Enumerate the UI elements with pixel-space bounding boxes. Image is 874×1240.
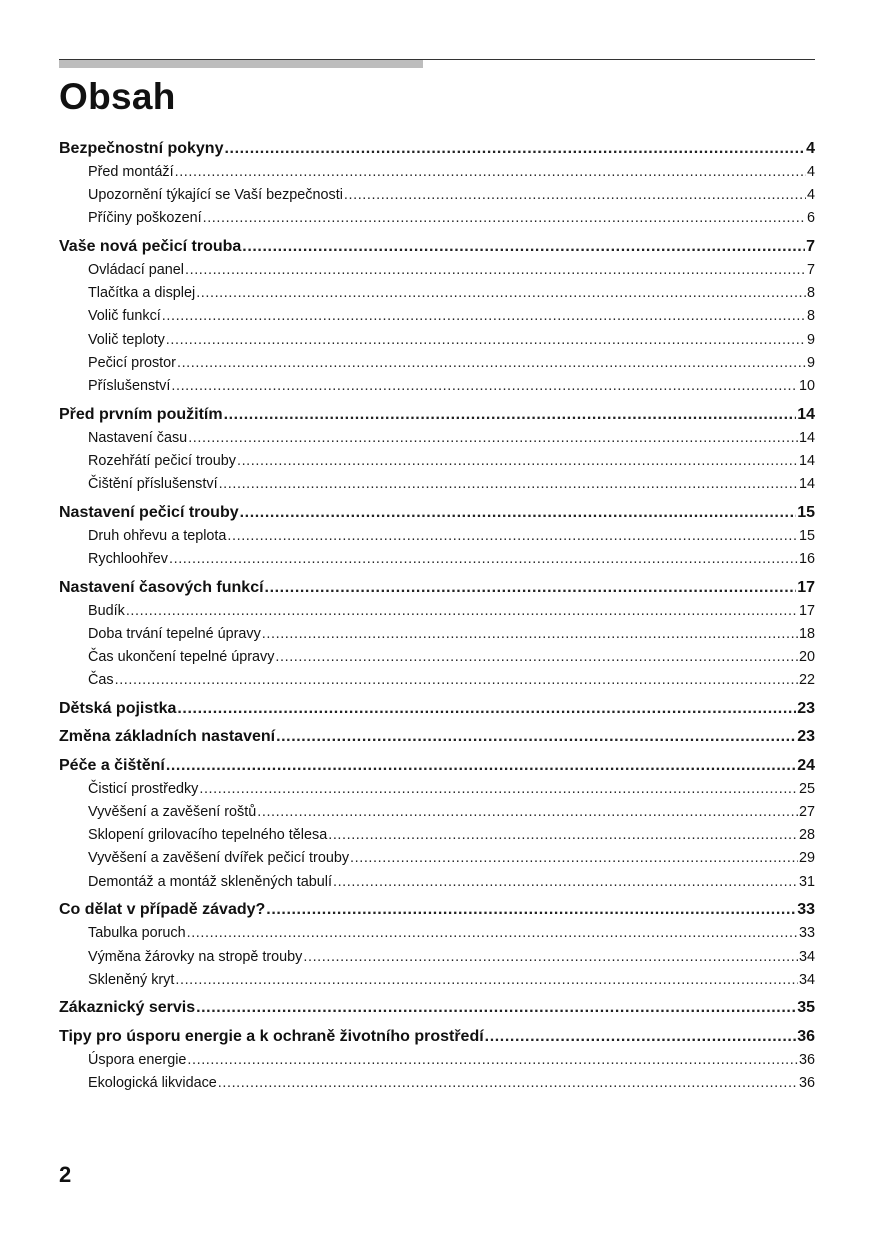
toc-chapter-entry[interactable] xyxy=(59,898,815,922)
toc-dot-leader xyxy=(169,548,798,571)
toc-entry-label: Zákaznický servis xyxy=(59,999,196,1017)
toc-section-entry[interactable] xyxy=(59,305,815,328)
toc-chapter-entry[interactable] xyxy=(59,697,815,721)
toc-dot-leader xyxy=(187,1049,798,1072)
toc-entry-page: 20 xyxy=(798,649,815,665)
toc-entry-page: 8 xyxy=(806,308,815,325)
toc-section-entry[interactable] xyxy=(59,329,815,352)
toc-entry-page: 23 xyxy=(797,699,815,717)
toc-entry-label: Dětská pojistka xyxy=(59,699,177,717)
toc-entry-label: Vyvěšení a zavěšení dvířek pečicí trouby xyxy=(88,850,350,867)
toc-dot-leader xyxy=(303,946,798,969)
toc-chapter-entry[interactable] xyxy=(59,754,815,778)
toc-chapter-entry[interactable] xyxy=(59,501,815,525)
toc-dot-leader xyxy=(196,996,796,1020)
toc-section-entry[interactable] xyxy=(59,847,815,870)
toc-entry-label: Ovládací panel xyxy=(88,262,184,279)
toc-entry-label: Budík xyxy=(88,602,125,619)
toc-dot-leader xyxy=(175,161,806,184)
toc-entry-page: 18 xyxy=(798,625,815,642)
toc-dot-leader xyxy=(265,576,797,600)
toc-entry-label: Druh ohřevu a teplota xyxy=(88,527,227,544)
toc-entry-label: Volič funkcí xyxy=(88,308,161,325)
toc-section-entry[interactable] xyxy=(59,623,815,646)
toc-entry-page: 4 xyxy=(806,164,815,180)
toc-entry-label: Sklopení grilovacího tepelného tělesa xyxy=(88,827,328,844)
toc-dot-leader xyxy=(196,282,806,305)
toc-entry-page: 34 xyxy=(798,948,815,965)
page-number: 2 xyxy=(59,1162,72,1187)
toc-entry-page: 7 xyxy=(806,262,815,279)
toc-dot-leader xyxy=(227,525,798,548)
toc-dot-leader xyxy=(224,403,797,427)
toc-entry-page: 14 xyxy=(797,405,815,423)
toc-section-entry[interactable] xyxy=(59,646,815,669)
toc-entry-page: 17 xyxy=(797,578,815,596)
toc-entry-page: 9 xyxy=(806,354,815,371)
toc-entry-page: 6 xyxy=(806,210,815,227)
toc-entry-page: 4 xyxy=(806,187,815,204)
toc-dot-leader xyxy=(166,329,806,352)
toc-section-entry[interactable] xyxy=(59,1072,815,1095)
header-accent-bar xyxy=(59,60,423,68)
toc-entry-page: 34 xyxy=(798,971,815,988)
toc-entry-page: 24 xyxy=(797,756,815,774)
toc-entry-page: 14 xyxy=(798,452,815,469)
toc-entry-label: Čas xyxy=(88,672,114,689)
toc-entry-label: Upozornění týkající se Vaší bezpečnosti xyxy=(88,187,343,204)
toc-entry-page: 31 xyxy=(798,873,815,890)
toc-section-entry[interactable] xyxy=(59,946,815,969)
toc-entry-page: 10 xyxy=(798,378,815,394)
toc-dot-leader xyxy=(333,871,798,894)
toc-entry-page: 36 xyxy=(798,1075,815,1092)
page-title: Obsah xyxy=(59,76,176,117)
toc-entry-page: 36 xyxy=(798,1051,815,1068)
toc-entry-page: 14 xyxy=(798,429,815,446)
toc-section-entry[interactable] xyxy=(59,801,815,824)
toc-dot-leader xyxy=(199,778,798,801)
toc-entry-page: 33 xyxy=(798,925,815,942)
toc-dot-leader xyxy=(219,473,798,496)
toc-dot-leader xyxy=(203,207,806,230)
toc-dot-leader xyxy=(276,725,796,749)
toc-entry-label: Příčiny poškození xyxy=(88,210,202,227)
toc-dot-leader xyxy=(275,646,798,669)
toc-dot-leader xyxy=(218,1072,798,1095)
toc-section-entry[interactable] xyxy=(59,1049,815,1072)
toc-entry-label: Čištění příslušenství xyxy=(88,476,218,493)
toc-chapter-entry[interactable] xyxy=(59,1025,815,1049)
toc-entry-label: Co dělat v případě závady? xyxy=(59,901,266,919)
toc-entry-page: 28 xyxy=(798,827,815,844)
toc-entry-page: 4 xyxy=(806,140,815,157)
toc-section-entry[interactable] xyxy=(59,375,815,398)
toc-dot-leader xyxy=(166,754,796,778)
toc-entry-label: Vyvěšení a zavěšení roštů xyxy=(88,804,257,821)
toc-entry-page: 8 xyxy=(806,285,815,302)
toc-section-entry[interactable] xyxy=(59,922,815,945)
toc-entry-page: 35 xyxy=(797,999,815,1017)
toc-entry-label: Změna základních nastavení xyxy=(59,728,276,746)
toc-entry-label: Tlačítka a displej xyxy=(88,285,196,302)
toc-entry-label: Skleněný kryt xyxy=(88,971,175,988)
toc-dot-leader xyxy=(187,922,798,945)
toc-entry-page: 17 xyxy=(798,602,815,619)
toc-dot-leader xyxy=(185,259,806,282)
toc-dot-leader xyxy=(224,137,805,161)
toc-entry-page: 23 xyxy=(797,728,815,746)
toc-section-entry[interactable] xyxy=(59,450,815,473)
toc-section-entry[interactable] xyxy=(59,525,815,548)
toc-section-entry[interactable] xyxy=(59,824,815,847)
toc-entry-page: 9 xyxy=(806,331,815,348)
toc-entry-label: Před prvním použitím xyxy=(59,405,223,423)
toc-entry-label: Bezpečnostní pokyny xyxy=(59,140,224,157)
toc-section-entry[interactable] xyxy=(59,548,815,571)
toc-entry-label: Demontáž a montáž skleněných tabulí xyxy=(88,873,332,890)
toc-entry-page: 22 xyxy=(798,672,815,689)
toc-entry-label: Pečicí prostor xyxy=(88,354,176,371)
toc-entry-page: 36 xyxy=(797,1027,815,1045)
toc-entry-label: Vaše nová pečicí trouba xyxy=(59,238,242,256)
toc-entry-label: Doba trvání tepelné úpravy xyxy=(88,625,261,642)
toc-entry-label: Nastavení časových funkcí xyxy=(59,578,264,596)
toc-dot-leader xyxy=(344,184,806,207)
toc-entry-label: Čisticí prostředky xyxy=(88,780,199,797)
toc-dot-leader xyxy=(485,1025,797,1049)
toc-entry-label: Nastavení pečicí trouby xyxy=(59,503,239,521)
toc-entry-page: 15 xyxy=(798,527,815,544)
toc-entry-label: Ekologická likvidace xyxy=(88,1075,217,1092)
toc-chapter-entry[interactable] xyxy=(59,996,815,1020)
toc-dot-leader xyxy=(262,623,798,646)
toc-chapter-entry[interactable] xyxy=(59,137,815,161)
toc-dot-leader xyxy=(237,450,798,473)
toc-dot-leader xyxy=(115,669,798,692)
toc-section-entry[interactable] xyxy=(59,778,815,801)
toc-entry-label: Před montáží xyxy=(88,164,174,180)
table-of-contents xyxy=(59,137,815,1095)
toc-dot-leader xyxy=(266,898,796,922)
toc-entry-label: Nastavení času xyxy=(88,429,188,446)
toc-dot-leader xyxy=(350,847,798,870)
toc-entry-label: Rychloohřev xyxy=(88,550,168,567)
toc-section-entry[interactable] xyxy=(59,473,815,496)
toc-entry-label: Rozehřátí pečicí trouby xyxy=(88,452,236,469)
toc-dot-leader xyxy=(257,801,798,824)
toc-section-entry[interactable] xyxy=(59,969,815,992)
toc-dot-leader xyxy=(240,501,797,525)
toc-dot-leader xyxy=(175,969,798,992)
toc-entry-page: 27 xyxy=(798,804,815,821)
toc-entry-page: 14 xyxy=(798,476,815,493)
toc-dot-leader xyxy=(162,305,806,328)
toc-section-entry[interactable] xyxy=(59,352,815,375)
toc-entry-page: 15 xyxy=(797,503,815,521)
toc-dot-leader xyxy=(188,427,798,450)
toc-entry-label: Tipy pro úsporu energie a k ochraně životního prostředí xyxy=(59,1027,484,1045)
toc-dot-leader xyxy=(242,235,805,259)
toc-dot-leader xyxy=(177,697,796,721)
toc-section-entry[interactable] xyxy=(59,871,815,894)
toc-entry-page: 7 xyxy=(806,238,815,256)
toc-dot-leader xyxy=(328,824,798,847)
toc-section-entry[interactable] xyxy=(59,600,815,623)
toc-section-entry[interactable] xyxy=(59,282,815,305)
toc-entry-label: Péče a čištění xyxy=(59,756,165,774)
toc-entry-label: Výměna žárovky na stropě trouby xyxy=(88,948,303,965)
toc-chapter-entry[interactable] xyxy=(59,576,815,600)
toc-dot-leader xyxy=(177,352,806,375)
toc-entry-label: Úspora energie xyxy=(88,1051,187,1068)
toc-entry-label: Tabulka poruch xyxy=(88,925,186,942)
toc-section-entry[interactable] xyxy=(59,669,815,692)
toc-entry-label: Příslušenství xyxy=(88,378,171,394)
toc-dot-leader xyxy=(126,600,798,623)
toc-entry-label: Volič teploty xyxy=(88,331,165,348)
toc-section-entry[interactable] xyxy=(59,207,815,230)
toc-chapter-entry[interactable] xyxy=(59,725,815,749)
toc-chapter-entry[interactable] xyxy=(59,235,815,259)
toc-entry-page: 25 xyxy=(798,780,815,797)
toc-section-entry[interactable] xyxy=(59,161,815,184)
toc-entry-page: 16 xyxy=(798,550,815,567)
toc-entry-page: 33 xyxy=(797,901,815,919)
toc-dot-leader xyxy=(171,375,798,398)
toc-entry-page: 29 xyxy=(798,850,815,867)
toc-section-entry[interactable] xyxy=(59,184,815,207)
toc-section-entry[interactable] xyxy=(59,427,815,450)
toc-chapter-entry[interactable] xyxy=(59,403,815,427)
toc-section-entry[interactable] xyxy=(59,259,815,282)
toc-entry-label: Čas ukončení tepelné úpravy xyxy=(88,649,275,665)
